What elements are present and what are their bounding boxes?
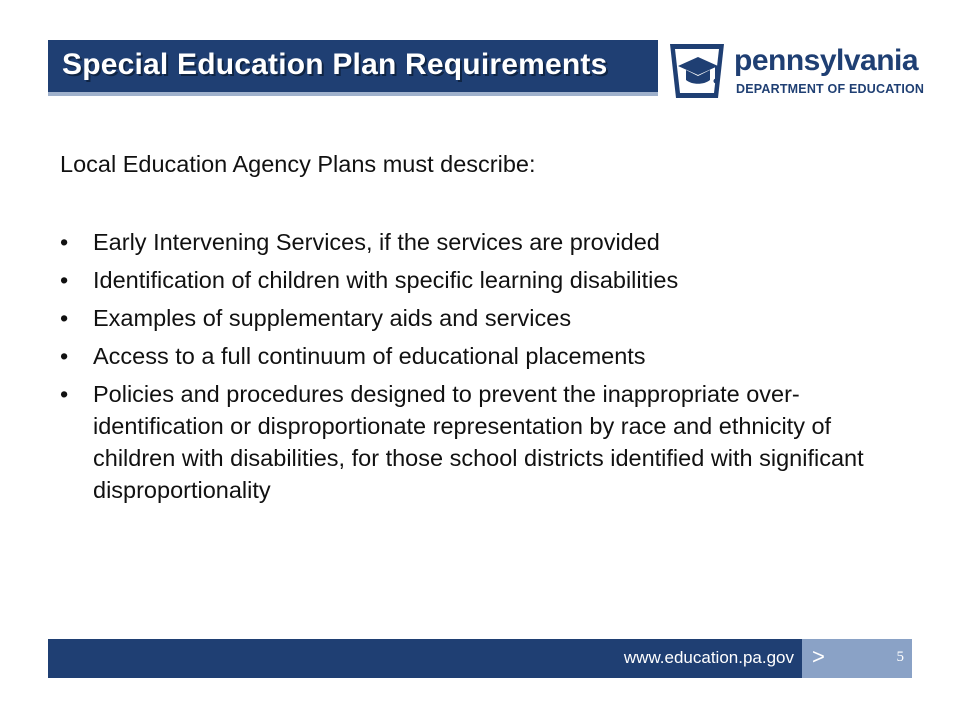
list-item-text: Policies and procedures designed to prevent the inappropriate over-identification or disproportionate representation by race and ethnicity of children with disabilities, for those school districts identified with significant disproportionality <box>93 381 864 503</box>
bullet-glyph: • <box>60 267 69 293</box>
bullet-glyph: • <box>60 305 69 331</box>
list-item <box>60 340 910 372</box>
logo-department: DEPARTMENT OF EDUCATION <box>736 82 925 96</box>
footer-url-link[interactable]: www.education.pa.gov <box>623 648 794 667</box>
logo-wordmark: pennsylvania <box>734 44 919 77</box>
list-item <box>60 378 910 506</box>
intro-text: Local Education Agency Plans must describe: <box>60 151 536 177</box>
chevron-right-icon: > <box>812 644 825 669</box>
list-item-text: Identification of children with specific learning disabilities <box>93 267 679 293</box>
footer-side <box>802 639 912 678</box>
list-item <box>60 226 910 258</box>
keystone-graduation-cap-icon <box>666 40 728 102</box>
bullet-glyph: • <box>60 229 69 255</box>
list-item <box>60 264 910 296</box>
bullet-glyph: • <box>60 343 69 369</box>
slide-title: Special Education Plan Requirements <box>62 48 608 81</box>
list-item-text: Examples of supplementary aids and services <box>93 305 572 331</box>
footer-bar <box>48 639 912 678</box>
footer-main <box>48 639 802 678</box>
list-item <box>60 302 910 334</box>
slide-body <box>60 148 910 512</box>
page-number: 5 <box>896 649 904 665</box>
list-item-text: Access to a full continuum of educational placements <box>93 343 646 369</box>
bullet-glyph: • <box>60 381 69 407</box>
requirements-list <box>60 226 910 506</box>
title-bar-underline <box>48 92 658 96</box>
pa-department-logo <box>666 40 925 104</box>
list-item-text: Early Intervening Services, if the services are provided <box>93 229 660 255</box>
